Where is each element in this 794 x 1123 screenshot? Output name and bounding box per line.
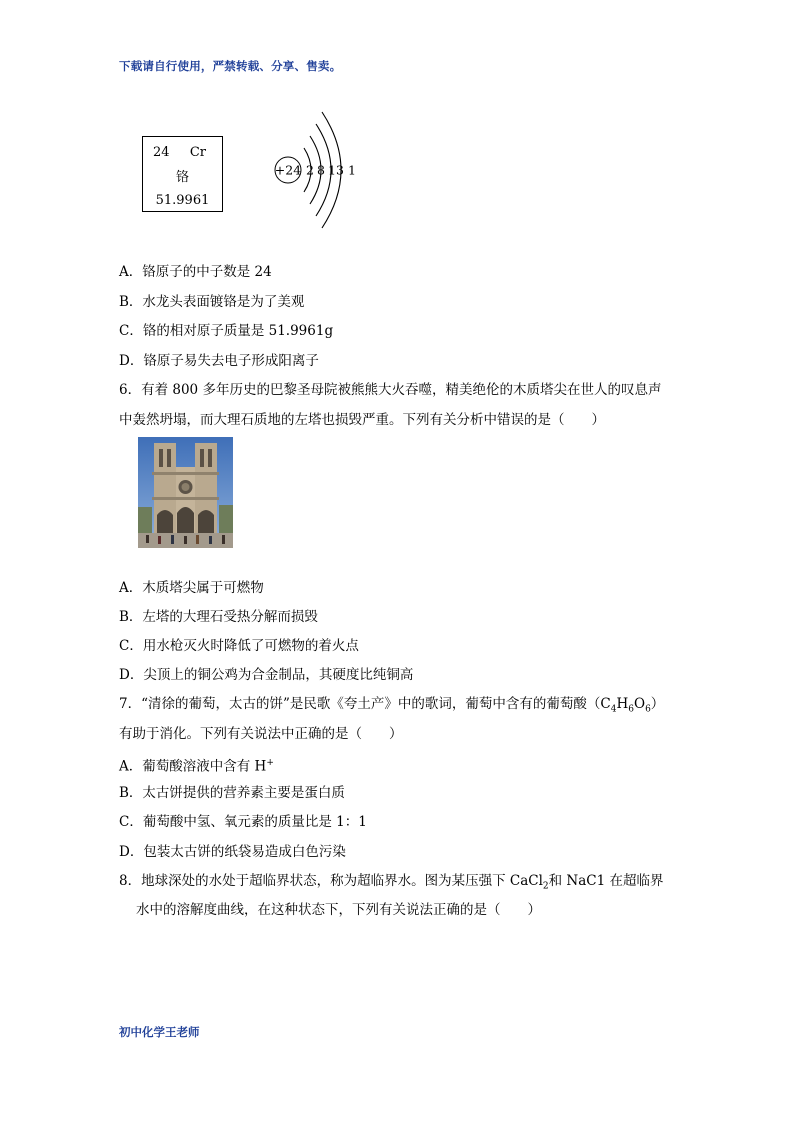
q7-option-b: B．太古饼提供的营养素主要是蛋白质 xyxy=(119,785,345,801)
q6-option-d: D．尖顶上的铜公鸡为合金制品，其硬度比纯铜高 xyxy=(119,667,414,683)
q6-stem-line-1: 6．有着 800 多年历史的巴黎圣母院被熊熊大火吞噬，精美绝伦的木质塔尖在世人的叹息声 xyxy=(119,382,662,398)
formula-subscript-h: 6 xyxy=(628,704,634,715)
q8-stem-line-1 xyxy=(119,871,664,897)
shell-electron-count-2: 8 xyxy=(317,162,325,178)
q6-stem-line-2: 中轰然坍塌，而大理石质地的左塔也损毁严重。下列有关分析中错误的是（ ） xyxy=(119,412,605,428)
ion-charge-superscript: + xyxy=(266,758,274,768)
q6-option-c: C．用水枪灭火时降低了可燃物的着火点 xyxy=(119,638,359,654)
atomic-mass: 51.9961 xyxy=(155,193,210,208)
header-note: 下载请自行使用，严禁转载、分享、售卖。 xyxy=(119,59,342,73)
formula-element-h: H xyxy=(616,696,629,712)
formula-subscript-cl: 2 xyxy=(542,881,549,892)
nucleus-charge: +24 xyxy=(274,162,302,178)
q7-option-a-text: A．葡萄酸溶液中含有 H xyxy=(119,758,267,775)
q7-stem-line-2: 有助于消化。下列有关说法中正确的是（ ） xyxy=(119,726,403,742)
formula-subscript-c: 4 xyxy=(610,704,617,715)
q8-stem-text-cont: 和 NaC1 在超临界 xyxy=(548,873,664,889)
element-name: 铬 xyxy=(175,170,189,185)
q8-stem-line-2: 水中的溶解度曲线，在这种状态下，下列有关说法正确的是（ ） xyxy=(136,902,541,918)
shell-electron-count-3: 13 xyxy=(328,162,344,178)
q5-option-b: B．水龙头表面镀铬是为了美观 xyxy=(119,294,305,310)
q6-option-b: B．左塔的大理石受热分解而损毁 xyxy=(119,609,318,625)
q7-option-d: D．包装太古饼的纸袋易造成白色污染 xyxy=(119,844,346,860)
shell-electron-count-1: 2 xyxy=(306,162,314,178)
q6-option-a: A．木质塔尖属于可燃物 xyxy=(119,580,264,596)
atom-structure-diagram xyxy=(270,108,370,232)
q7-option-a xyxy=(119,753,274,777)
q5-option-c: C．铬的相对原子质量是 51.9961g xyxy=(119,323,334,339)
q8-stem-text: 8．地球深处的水处于超临界状态，称为超临界水。图为某压强下 CaCl xyxy=(119,873,543,889)
formula-element-o: O xyxy=(633,696,646,712)
atomic-number: 24 xyxy=(153,145,170,160)
q7-stem-close: ） xyxy=(650,696,665,712)
element-symbol: Cr xyxy=(189,145,206,160)
element-card-chromium xyxy=(142,136,223,212)
q5-option-a: A．铬原子的中子数是 24 xyxy=(119,264,272,280)
q7-option-c: C．葡萄酸中氢、氧元素的质量比是 1：1 xyxy=(119,814,367,830)
formula-subscript-o: 6 xyxy=(645,704,651,715)
footer-note: 初中化学王老师 xyxy=(119,1025,200,1039)
q5-option-d: D．铬原子易失去电子形成阳离子 xyxy=(119,353,319,369)
notre-dame-photo xyxy=(138,437,233,548)
shell-electron-count-4: 1 xyxy=(348,162,356,178)
q7-stem-line-1 xyxy=(119,694,664,720)
q7-stem-text: 7．“清徐的葡萄，太古的饼”是民歌《夸土产》中的歌词，葡萄中含有的葡萄酸（C xyxy=(119,696,611,712)
